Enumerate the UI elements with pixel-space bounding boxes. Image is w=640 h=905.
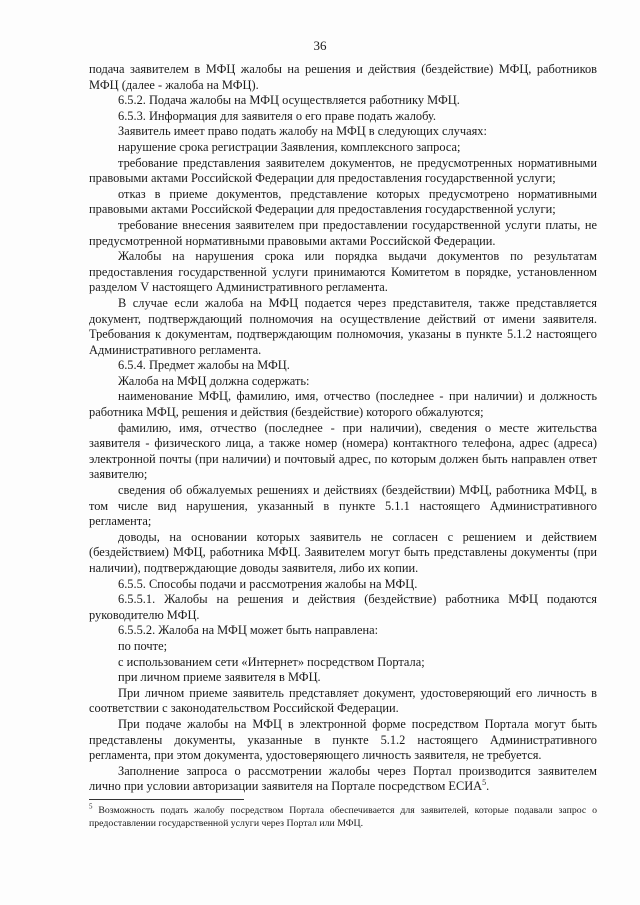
paragraph-with-footnote-ref bbox=[89, 764, 597, 795]
paragraph: Жалоба на МФЦ должна содержать: bbox=[118, 373, 310, 388]
paragraph: доводы, на основании которых заявитель не согласен с решением и действием (бездействием) МФЦ, работника МФЦ. Заявителем могут быть представлены документы (при наличии), подтверждающие доводы заявителя, либо их копии. bbox=[89, 529, 597, 575]
paragraph-end: . bbox=[486, 779, 490, 794]
paragraph: по почте; bbox=[118, 638, 168, 653]
paragraph: 6.5.4. Предмет жалобы на МФЦ. bbox=[118, 358, 290, 373]
paragraph: с использованием сети «Интернет» посредством Портала; bbox=[118, 654, 425, 669]
paragraph: 6.5.5. Способы подачи и рассмотрения жалобы на МФЦ. bbox=[118, 576, 418, 591]
paragraph: подача заявителем в МФЦ жалобы на решения и действия (бездействие) МФЦ, работников МФЦ (далее - жалоба на МФЦ). bbox=[89, 62, 597, 92]
footnote-reference: 5 bbox=[482, 778, 487, 788]
footnote-separator bbox=[89, 799, 244, 800]
paragraph: 6.5.5.2. Жалоба на МФЦ может быть направлена: bbox=[118, 623, 379, 638]
footnote-marker: 5 bbox=[89, 802, 93, 811]
paragraph: сведения об обжалуемых решениях и действиях (бездействии) МФЦ, работника МФЦ, в том числе вид нарушения, указанный в пункте 5.1.1 настоящего Административного регламента; bbox=[89, 483, 597, 529]
page-number: 36 bbox=[313, 38, 327, 53]
paragraph: 6.5.5.1. Жалобы на решения и действия (бездействие) работника МФЦ подаются руководителю МФЦ. bbox=[89, 592, 597, 622]
body-text bbox=[89, 62, 597, 795]
paragraph: При подаче жалобы на МФЦ в электронной форме посредством Портала могут быть представлены документы, указанные в пункте 5.1.2 настоящего Административного регламента, при этом документа, удостоверяющего личность заявителя, не требуется. bbox=[89, 716, 597, 763]
paragraph: 6.5.2. Подача жалобы на МФЦ осуществляется работнику МФЦ. bbox=[118, 93, 460, 108]
paragraph-text: Заполнение запроса о рассмотрении жалобы через Портал производится заявителем лично при условии авторизации заявителя на Портале посредством ЕСИА bbox=[89, 763, 597, 794]
footnote-text: Возможность подать жалобу посредством Портала обеспечивается для заявителей, которые подавали запрос о предоставлении государственной услуги через Портал или МФЦ. bbox=[89, 805, 597, 829]
paragraph: нарушение срока регистрации Заявления, комплексного запроса; bbox=[118, 139, 461, 154]
paragraph: отказ в приеме документов, представление которых предусмотрено нормативными правовыми актами Российской Федерации для предоставления государственной услуги; bbox=[89, 186, 597, 217]
paragraph: В случае если жалоба на МФЦ подается через представителя, также представляется документ, подтверждающий полномочия на осуществление действий от имени заявителя. Требования к документам, подтверждающим полномочия, указаны в пункте 5.1.2 настоящего Административного регламента. bbox=[89, 295, 597, 357]
paragraph: требование внесения заявителем при предоставлении государственной услуги платы, не предусмотренной нормативными правовыми актами Российской Федерации. bbox=[89, 217, 597, 248]
paragraph: При личном приеме заявитель представляет документ, удостоверяющий его личность в соответствии с законодательством Российской Федерации. bbox=[89, 685, 597, 716]
paragraph: Жалобы на нарушения срока или порядка выдачи документов по результатам предоставления государственной услуги принимаются Комитетом в порядке, установленном разделом V настоящего Административного регламента. bbox=[89, 249, 597, 295]
paragraph: фамилию, имя, отчество (последнее - при наличии), сведения о месте жительства заявителя - физического лица, а также номер (номера) контактного телефона, адрес (адреса) электронной почты (при наличии) и почтовый адрес, по которым должен быть направлен ответ заявителю; bbox=[89, 420, 597, 482]
paragraph: при личном приеме заявителя в МФЦ. bbox=[118, 670, 321, 685]
paragraph: Заявитель имеет право подать жалобу на МФЦ в следующих случаях: bbox=[118, 124, 487, 139]
paragraph: 6.5.3. Информация для заявителя о его праве подать жалобу. bbox=[118, 108, 436, 123]
paragraph: требование представления заявителем документов, не предусмотренных нормативными правовыми актами Российской Федерации для предоставления государственной услуги; bbox=[89, 155, 597, 186]
footnote bbox=[89, 804, 597, 830]
paragraph: наименование МФЦ, фамилию, имя, отчество (последнее - при наличии) и должность работника МФЦ, решения и действия (бездействие) которого обжалуются; bbox=[89, 389, 597, 420]
